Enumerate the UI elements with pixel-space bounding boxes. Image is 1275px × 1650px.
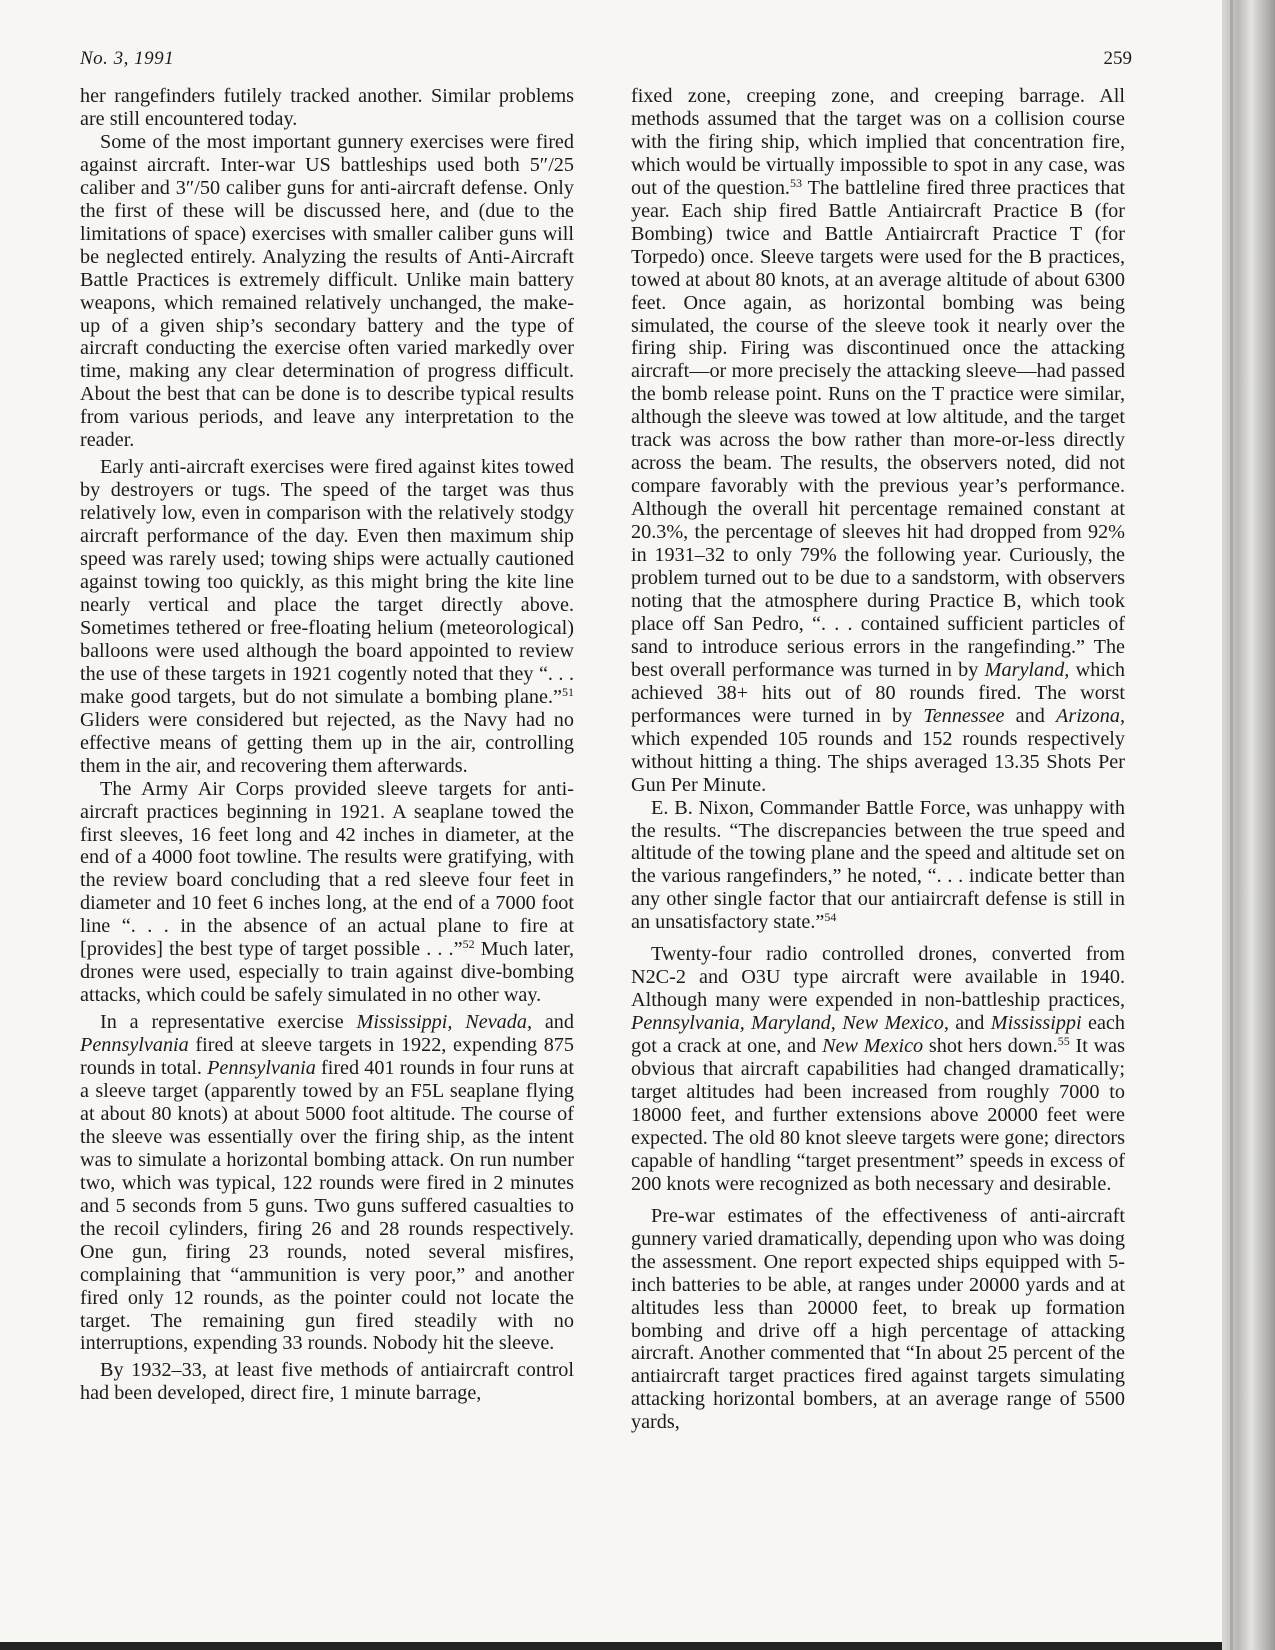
- text-run: and: [532, 1011, 574, 1034]
- text-run: The battleline fired three practices that year. Each ship fired Battle Antiaircraft Practice B (for Bombing) twice and Battle Antiaircraft Practice T (for Torpedo) once. Sleeve targets were used for the B practices, towed at about 80 knots, at an average altitude of about 6300 feet. Once again, as horizontal bombing was being simulated, the course of the sleeve took it nearly over the firing ship. Firing was discontinued once the attacking aircraft—or more precisely the attacking sleeve—had passed the bomb release point. Runs on the T practice were similar, although the sleeve was towed at low altitude, and the target track was across the bow rather than more-or-less directly across the beam. The results, the observers noted, did not compare favorably with the previous year’s performance. Although the overall hit percentage remained constant at 20.3%, the percentage of sleeves hit had dropped from 92% in 1931–32 to only 79% the following year. Curiously, the problem turned out to be due to a sandstorm, with observers noting that the atmosphere during Practice B, which took place off San Pedro, “. . . contained sufficient particles of sand to introduce serious errors in the rangefinding.” The best overall performance was turned in by: [631, 176, 1126, 681]
- paragraph: [80, 456, 574, 777]
- paragraph: [80, 778, 574, 1008]
- text-run: Twenty-four radio controlled drones, converted from N2C-2 and O3U type aircraft were available in 1940. Although many were expended in non-battleship practices,: [631, 943, 1125, 1012]
- text-run: Much later, drones were used, especially to train against dive-bombing attacks, which could be safely simulated in no other way.: [80, 938, 574, 1007]
- paragraph: [80, 1359, 574, 1405]
- text-run: and: [1004, 704, 1057, 727]
- italic-text: Mississippi, Nevada,: [356, 1011, 532, 1034]
- text-run: her rangefinders futilely tracked another. Similar problems are still encountered today.: [80, 85, 574, 130]
- page-number: 259: [1103, 48, 1132, 69]
- right-text-column: [631, 85, 1125, 1434]
- text-run: By 1932–33, at least five methods of antiaircraft control had been developed, direct fire, 1 minute barrage,: [80, 1359, 574, 1405]
- paragraph: [631, 943, 1125, 1195]
- left-text-column: [80, 85, 574, 1405]
- paragraph: [80, 1011, 574, 1355]
- text-run: which achieved 38+ hits out of 80 rounds fired. The worst performances were turned in by: [631, 658, 1125, 727]
- footnote-reference: 54: [824, 910, 837, 925]
- text-run: fixed zone, creeping zone, and creeping barrage. All methods assumed that the target was on a collision course with the firing ship, which implied that concentration fire, which would be virtually impossible to spot in any case, was out of the question.: [631, 85, 1125, 199]
- italic-text: Arizona,: [1056, 704, 1125, 727]
- italic-text: Pennsylvania, Maryland, New Mexico,: [631, 1012, 949, 1035]
- text-run: fired at sleeve targets in 1922, expending 875 rounds in total.: [80, 1034, 574, 1080]
- text-run: E. B. Nixon, Commander Battle Force, was unhappy with the results. “The discrepancies between the true speed and altitude of the towing plane and the speed and altitude set on the various rangefinders,” he noted, “. . . indicate better than any other single factor that our antiaircraft defense is still in an unsatisfactory state.”: [631, 796, 1125, 934]
- italic-text: New Mexico: [822, 1035, 924, 1058]
- paragraph: [631, 797, 1125, 935]
- italic-text: Maryland,: [984, 658, 1070, 681]
- text-run: Some of the most important gunnery exercises were fired against aircraft. Inter-war US battleships used both 5″/25 caliber and 3″/50 caliber guns for anti-aircraft defense. Only the first of these will be discussed here, and (due to the limitations of space) exercises with smaller caliber guns will be neglected entirely. Analyzing the results of Anti-Aircraft Battle Practices is extremely difficult. Unlike main battery weapons, which remained relatively unchanged, the make-up of a given ship’s secondary battery and the type of aircraft conducting the exercise often varied markedly over time, making any clear determination of progress difficult. About the best that can be done is to describe typical results from various periods, and leave any interpretation to the reader.: [80, 130, 574, 452]
- paragraph: [631, 85, 1125, 797]
- paragraph: [80, 131, 574, 452]
- text-run: Pre-war estimates of the effectiveness of anti-aircraft gunnery varied dramatically, depending upon who was doing the assessment. One report expected ships equipped with 5-inch batteries to be able, at ranges under 20000 yards and at altitudes less than 20000 feet, to break up formation bombing and drive off a high percentage of attacking aircraft. Another commented that “In about 25 percent of the antiaircraft target practices fired against targets simulating attacking horizontal bombers, at an average range of 5500 yards,: [631, 1204, 1125, 1434]
- text-run: which expended 105 rounds and 152 rounds respectively without hitting a thing. The ships averaged 13.35 Shots Per Gun Per Minute.: [631, 727, 1125, 796]
- scan-bottom-edge: [0, 1642, 1222, 1650]
- italic-text: Mississippi: [990, 1012, 1082, 1035]
- text-run: each got a crack at one, and: [631, 1012, 1125, 1058]
- journal-issue: No. 3, 1991: [80, 48, 175, 69]
- book-binding-edge: [1222, 0, 1275, 1650]
- text-run: In a representative exercise: [100, 1011, 357, 1034]
- footnote-reference: 55: [1057, 1034, 1070, 1049]
- text-run: Early anti-aircraft exercises were fired against kites towed by destroyers or tugs. The speed of the target was thus relatively low, even in comparison with the relatively stodgy aircraft performance of the day. Even then maximum ship speed was rarely used; towing ships were actually cautioned against towing too quickly, as this might bring the kite line nearly vertical and place the target directly above. Sometimes tethered or free-floating helium (meteorological) balloons were used although the board appointed to review the use of these targets in 1921 cogently noted that they “. . . make good targets, but do not simulate a bombing plane.”: [80, 456, 574, 708]
- text-run: and: [948, 1012, 991, 1035]
- text-run: Gliders were considered but rejected, as the Navy had no effective means of getting them up in the air, controlling them in the air, and recovering them afterwards.: [80, 708, 574, 777]
- paragraph: [80, 85, 574, 131]
- italic-text: Tennessee: [923, 704, 1005, 727]
- footnote-reference: 53: [789, 175, 802, 190]
- italic-text: Pennsylvania: [207, 1057, 316, 1080]
- text-run: The Army Air Corps provided sleeve targets for antiaircraft practices beginning in 1921. A seaplane towed the first sleeves, 16 feet long and 42 inches in diameter, at the end of a 4000 foot towline. The results were gratifying, with the review board concluding that a red sleeve four feet in diameter and 10 feet 6 inches long, at the end of a 7000 foot line “. . . in the absence of an actual plane to fire at [provides] the best type of target possible . . .”: [80, 777, 574, 961]
- running-head: [80, 48, 1132, 76]
- paragraph: [631, 1205, 1125, 1435]
- text-run: fired 401 rounds in four runs at a sleeve target (apparently towed by an F5L seaplane flying at about 80 knots) at about 5000 foot altitude. The course of the sleeve was essentially over the firing ship, as the intent was to simulate a horizontal bombing attack. On run number two, which was typical, 122 rounds were fired in 2 minutes and 5 seconds from 5 guns. Two guns suffered casualties to the recoil cylinders, firing 26 and 28 rounds respectively. One gun, firing 23 rounds, noted several misfires, complaining that “ammunition is very poor,” and another fired only 12 rounds, as the pointer could not locate the target. The remaining gun fired steadily with no interruptions, expending 33 rounds. Nobody hit the sleeve.: [80, 1057, 574, 1355]
- italic-text: Pennsylvania: [80, 1034, 189, 1057]
- text-run: shot hers down.: [923, 1035, 1058, 1058]
- footnote-reference: 52: [462, 937, 475, 952]
- text-run: It was obvious that aircraft capabilities had changed dramatically; target altitudes had been increased from roughly 7000 to 18000 feet, and further extensions above 20000 feet were expected. The old 80 knot sleeve targets were gone; directors capable of handling “target presentment” speeds in excess of 200 knots were recognized as both necessary and desirable.: [631, 1035, 1125, 1195]
- footnote-reference: 51: [562, 684, 574, 699]
